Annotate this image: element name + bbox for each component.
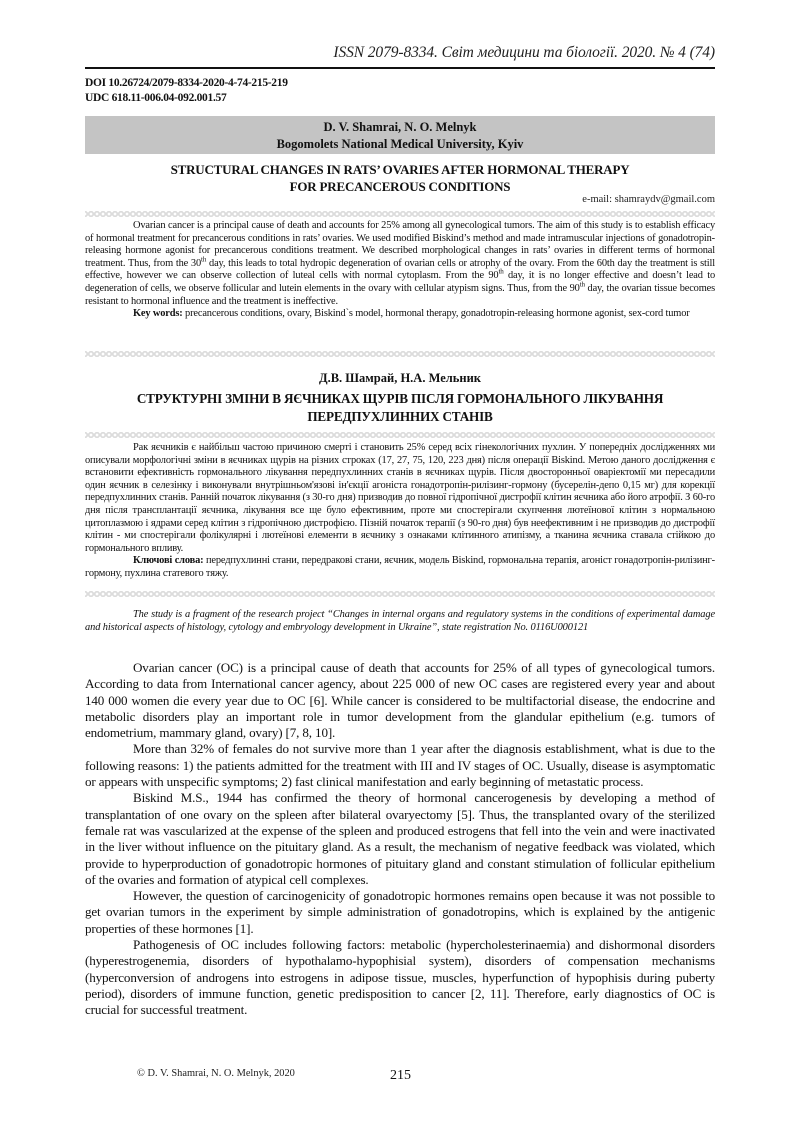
affiliation: Bogomolets National Medical University, Kyiv — [276, 137, 524, 151]
keywords-label: Ключові слова: — [133, 555, 204, 567]
contact-email[interactable]: e-mail: shamraydv@gmail.com — [582, 194, 715, 205]
title-ua-line2: ПЕРЕДПУХЛИННИХ СТАНІВ — [307, 408, 493, 424]
keywords-label: Key words: — [133, 308, 183, 320]
abstract-ua-text: Рак яєчників є найбільш частою причиною смерті і становить 25% серед всіх гінекологічних пухлин. У попередніх дослідженнях ми описували морфологічні зміни в яєчниках щурів на різних строках (17, 27, 75, 120, 223 дня) після операції Biskind. Метою даного дослідження є встановити ефективність гормонального лікування передпухлинних станів в яєчниках щурів. Після двосторонньої оваріектомії ми пересадили один яєчник в селезінку і виконували внутрішньом'язові ін'єкції агоніста гонадотропін-рилізинг-гормону (бусерелін-депо 0,15 мг) для корекції передпухлинних станів. Ранній початок лікування (з 30-го дня) призводив до повної гідропічної дистрофії клітин яєчника або його атрофії. З 60-го дня після трансплантації яєчника, лікування все ще було ефективним, проте ми спостерігали скупчення лютеїнової клітин з нормальною цитоплазмою і ядрами серед клітин з гідропічною дистрофією. Пізній початок терапії (з 90-го дня) був неефективним і не призводив до дистрофії клітин - ми спостерігали фолікулярні і лютеїнові елементи в яєчнику з ознаками клітинного атипізму, а тканина яєчника ставала стійкою до гормонального впливу. — [85, 442, 715, 554]
title-en — [85, 161, 715, 195]
abstract-en — [85, 220, 715, 321]
author-band — [85, 116, 715, 154]
title-en-line1: STRUCTURAL CHANGES IN RATS’ OVARIES AFTER HORMONAL THERAPY — [170, 162, 630, 177]
title-en-line2: FOR PRECANCEROUS CONDITIONS — [289, 179, 511, 194]
keywords-ua: Ключові слова: передпухлинні стани, передракові стани, яєчник, модель Biskind, гормональна терапія, агоніст гонадотропін-рилізинг-гормону, пухлина статевого тяжу. — [85, 555, 715, 579]
funding-note: The study is a fragment of the research project “Changes in internal organs and regulatory systems in the conditions of experimental damage and historical aspects of histology, cytology and embryology development in Ukraine”, state registration No. 0116U000121 — [85, 609, 715, 633]
authors-ua: Д.В. Шамрай, Н.А. Мельник — [319, 371, 481, 385]
article-identifiers — [85, 76, 288, 106]
wavy-divider — [85, 211, 715, 217]
wavy-divider — [85, 591, 715, 597]
copyright: © D. V. Shamrai, N. O. Melnyk, 2020 — [137, 1068, 295, 1079]
page-number: 215 — [390, 1068, 411, 1083]
body-paragraph: Pathogenesis of OC includes following factors: metabolic (hypercholesterinaemia) and dishormonal disorders (hyperestrogenemia, disorders of hypothalamo-hypophisial system), disorders of compensation mechanisms (hyperconversion of androgens into estrogens in adipose tissue, muscles, hyperfunction of hypophisis during puberty period), disorders of immune function, genetic predisposition to cancer [2, 11]. Therefore, early diagnostics of OC is crucial for successful treatment. — [85, 937, 715, 1018]
keywords-en: Key words: precancerous conditions, ovary, Biskind`s model, hormonal therapy, gonadotropin-releasing hormone agonist, sex-cord tumor — [133, 308, 690, 320]
title-ua-line1: СТРУКТУРНІ ЗМІНИ В ЯЄЧНИКАХ ЩУРІВ ПІСЛЯ ГОРМОНАЛЬНОГО ЛІКУВАННЯ — [136, 391, 664, 406]
article-body — [85, 660, 715, 1019]
title-ua — [85, 390, 715, 425]
running-head: ISSN 2079-8334. Світ медицини та біології. 2020. № 4 (74) — [333, 44, 715, 61]
authors-en: D. V. Shamrai, N. O. Melnyk — [323, 120, 477, 134]
doi: DOI 10.26724/2079-8334-2020-4-74-215-219 — [85, 77, 288, 89]
udc: UDC 618.11-006.04-092.001.57 — [85, 92, 227, 104]
body-paragraph: Biskind M.S., 1944 has confirmed the theory of hormonal cancerogenesis by developing a method of transplantation of one ovary on the spleen after bilateral ovaryectomy [5]. Thus, the transplanted ovary of the sterilized female rat was vascularized at the expense of the spleen and produced estrogens that fell into the vein and were inactivated in the liver without influence on the pituitary gland. As a result, the mechanism of negative feedback was violated, which provide to hyperproduction of gonadotropic hormones of pituitary gland and constant stimulation of follicular epithelium of the ovaries and formation of atypical cell complexes. — [85, 790, 715, 887]
body-paragraph: Ovarian cancer (OC) is a principal cause of death that accounts for 25% of all types of gynecological tumors. According to data from International cancer agency, about 225 000 of new OC cases are registered every year and about 140 000 women die every year due to OC [6]. While cancer is considered to be multifactorial disease, the endocrine and metabolic disorders play an important role in tumor development from the glandular epithelium (e.g. tumors of endometrium, mammary gland, ovary) [7, 8, 10]. — [85, 660, 715, 741]
wavy-divider — [85, 432, 715, 438]
abstract-ua — [85, 442, 715, 581]
header-rule — [85, 67, 715, 69]
body-paragraph: However, the question of carcinogenicity of gonadotropic hormones remains open because it was not possible to get ovarian tumors in the experiment by simple administration of gonadotropins, which is explained by the antigenic properties of these hormones [1]. — [85, 888, 715, 936]
body-paragraph: More than 32% of females do not survive more than 1 year after the diagnosis establishment, what is due to the following reasons: 1) the patients admitted for the treatment with III and IV stages of OC. Usually, disease is asymptomatic or appears with unspecific symptoms; 2) fast clinical manifestation and early beginning of metastatic process. — [85, 741, 715, 790]
abstract-en-text: Ovarian cancer is a principal cause of death and accounts for 25% among all gynecological tumors. The aim of this study is to establish efficacy of hormonal treatment for precancerous conditions in rats’ ovaries. We used modified Biskind’s method and made intramuscular injections of gonadotropin-releasing hormone agonist for precancerous conditions treatment. We described morphological changes in rats’ ovaries in different terms of hormonal treatment. Thus, from the 30th day, this leads to total hydropic degeneration of ovarian cells or atrophy of the ovary. From the 60th day the treatment is still effective, however we can observe collection of luteal cells with normal cytoplasm. From the 90th day, it is no longer effective and doesn’t lead to degeneration of cells, we observe follicular and lutein elements in the ovary with cellular atypism signs. Thus, from the 90th day, the ovarian tissue becomes resistant to hormonal influence and the treatment is ineffective. — [85, 220, 716, 307]
wavy-divider — [85, 351, 715, 357]
